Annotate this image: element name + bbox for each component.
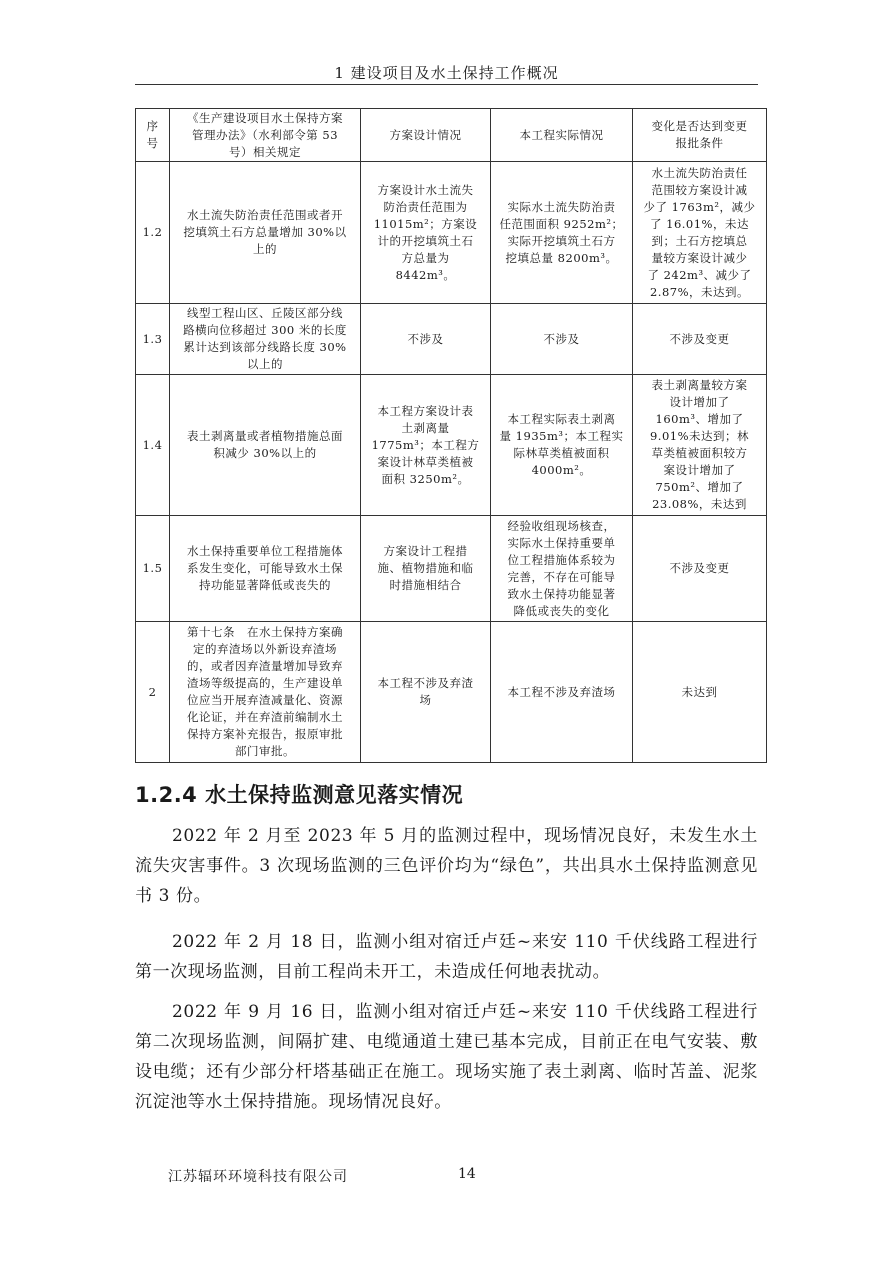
table-row: [136, 622, 767, 763]
row-change: 表土剥离量较方案 设计增加了 160m³、增加了 9.01%未达到；林 草类植被面积较方 案设计增加了 750m²、增加了 23.08%，未达到: [633, 375, 767, 516]
row-no: 1.3: [136, 304, 170, 375]
header-cell-change: 变化是否达到变更 报批条件: [633, 109, 767, 162]
row-no: 1.4: [136, 375, 170, 516]
row-actual: 本工程不涉及弃渣场: [491, 622, 633, 763]
header-cell-actual: 本工程实际情况: [491, 109, 633, 162]
row-rule: 表土剥离量或者植物措施总面 积减少 30%以上的: [170, 375, 361, 516]
row-rule: 水土流失防治责任范围或者开 挖填筑土石方总量增加 30%以 上的: [170, 162, 361, 304]
row-no: 1.5: [136, 516, 170, 622]
row-design: 本工程方案设计表 土剥离量 1775m³；本工程方 案设计林草类植被 面积 3250m²。: [361, 375, 491, 516]
footer-company: 江苏辐环环境科技有限公司: [168, 1169, 348, 1185]
row-rule: 线型工程山区、丘陵区部分线 路横向位移超过 300 米的长度 累计达到该部分线路长度 30% 以上的: [170, 304, 361, 375]
section-heading: 1.2.4 水土保持监测意见落实情况: [135, 783, 464, 807]
paragraph-monitoring-summary: 2022 年 2 月至 2023 年 5 月的监测过程中，现场情况良好，未发生水土流失灾害事件。3 次现场监测的三色评价均为“绿色”，共出具水土保持监测意见书 3 份。: [135, 826, 758, 906]
table-row: [136, 304, 767, 375]
row-change: 不涉及变更: [633, 516, 767, 622]
paragraph-first-monitoring: 2022 年 2 月 18 日，监测小组对宿迁卢廷~来安 110 千伏线路工程进行第一次现场监测，目前工程尚未开工，未造成任何地表扰动。: [135, 932, 758, 982]
table-row: [136, 375, 767, 516]
table-header-row: [136, 109, 767, 162]
header-cell-rule: 《生产建设项目水土保持方案 管理办法》（水利部令第 53 号）相关规定: [170, 109, 361, 162]
row-design: 本工程不涉及弃渣 场: [361, 622, 491, 763]
row-actual: 经验收组现场核查， 实际水土保持重要单 位工程措施体系较为 完善，不存在可能导 致水土保持功能显著 降低或丧失的变化: [491, 516, 633, 622]
row-rule: 水土保持重要单位工程措施体 系发生变化，可能导致水土保 持功能显著降低或丧失的: [170, 516, 361, 622]
row-no: 2: [136, 622, 170, 763]
page-number: 14: [458, 1166, 476, 1182]
regulation-comparison-table: [135, 108, 767, 763]
header-cell-design: 方案设计情况: [361, 109, 491, 162]
row-no: 1.2: [136, 162, 170, 304]
page-header-title: 1 建设项目及水土保持工作概况: [334, 64, 559, 82]
row-design: 不涉及: [361, 304, 491, 375]
table-row: [136, 162, 767, 304]
row-change: 水土流失防治责任 范围较方案设计减 少了 1763m²，减少 了 16.01%，未达 到；土石方挖填总 量较方案设计减少 了 242m³、减少了 2.87%，未达到。: [633, 162, 767, 304]
row-design: 方案设计水土流失 防治责任范围为 11015m²；方案设 计的开挖填筑土石 方总量为 8442m³。: [361, 162, 491, 304]
table-row: [136, 516, 767, 622]
row-actual: 实际水土流失防治责 任范围面积 9252m²； 实际开挖填筑土石方 挖填总量 8200m³。: [491, 162, 633, 304]
header-cell-no: 序 号: [136, 109, 170, 162]
row-rule: 第十七条 在水土保持方案确 定的弃渣场以外新设弃渣场 的，或者因弃渣量增加导致弃 渣场等级提高的，生产建设单 位应当开展弃渣减量化、资源 化论证，并在弃渣前编制水土 保持方案补充报告，报原审批 部门审批。: [170, 622, 361, 763]
row-change: 不涉及变更: [633, 304, 767, 375]
header-rule: [135, 84, 758, 85]
paragraph-second-monitoring: 2022 年 9 月 16 日，监测小组对宿迁卢廷~来安 110 千伏线路工程进行第二次现场监测，间隔扩建、电缆通道土建已基本完成，目前正在电气安装、敷设电缆；还有少部分杆塔基础正在施工。现场实施了表土剥离、临时苫盖、泥浆沉淀池等水土保持措施。现场情况良好。: [135, 1002, 758, 1112]
row-change: 未达到: [633, 622, 767, 763]
row-design: 方案设计工程措 施、植物措施和临 时措施相结合: [361, 516, 491, 622]
row-actual: 本工程实际表土剥离 量 1935m³；本工程实 际林草类植被面积 4000m²。: [491, 375, 633, 516]
row-actual: 不涉及: [491, 304, 633, 375]
